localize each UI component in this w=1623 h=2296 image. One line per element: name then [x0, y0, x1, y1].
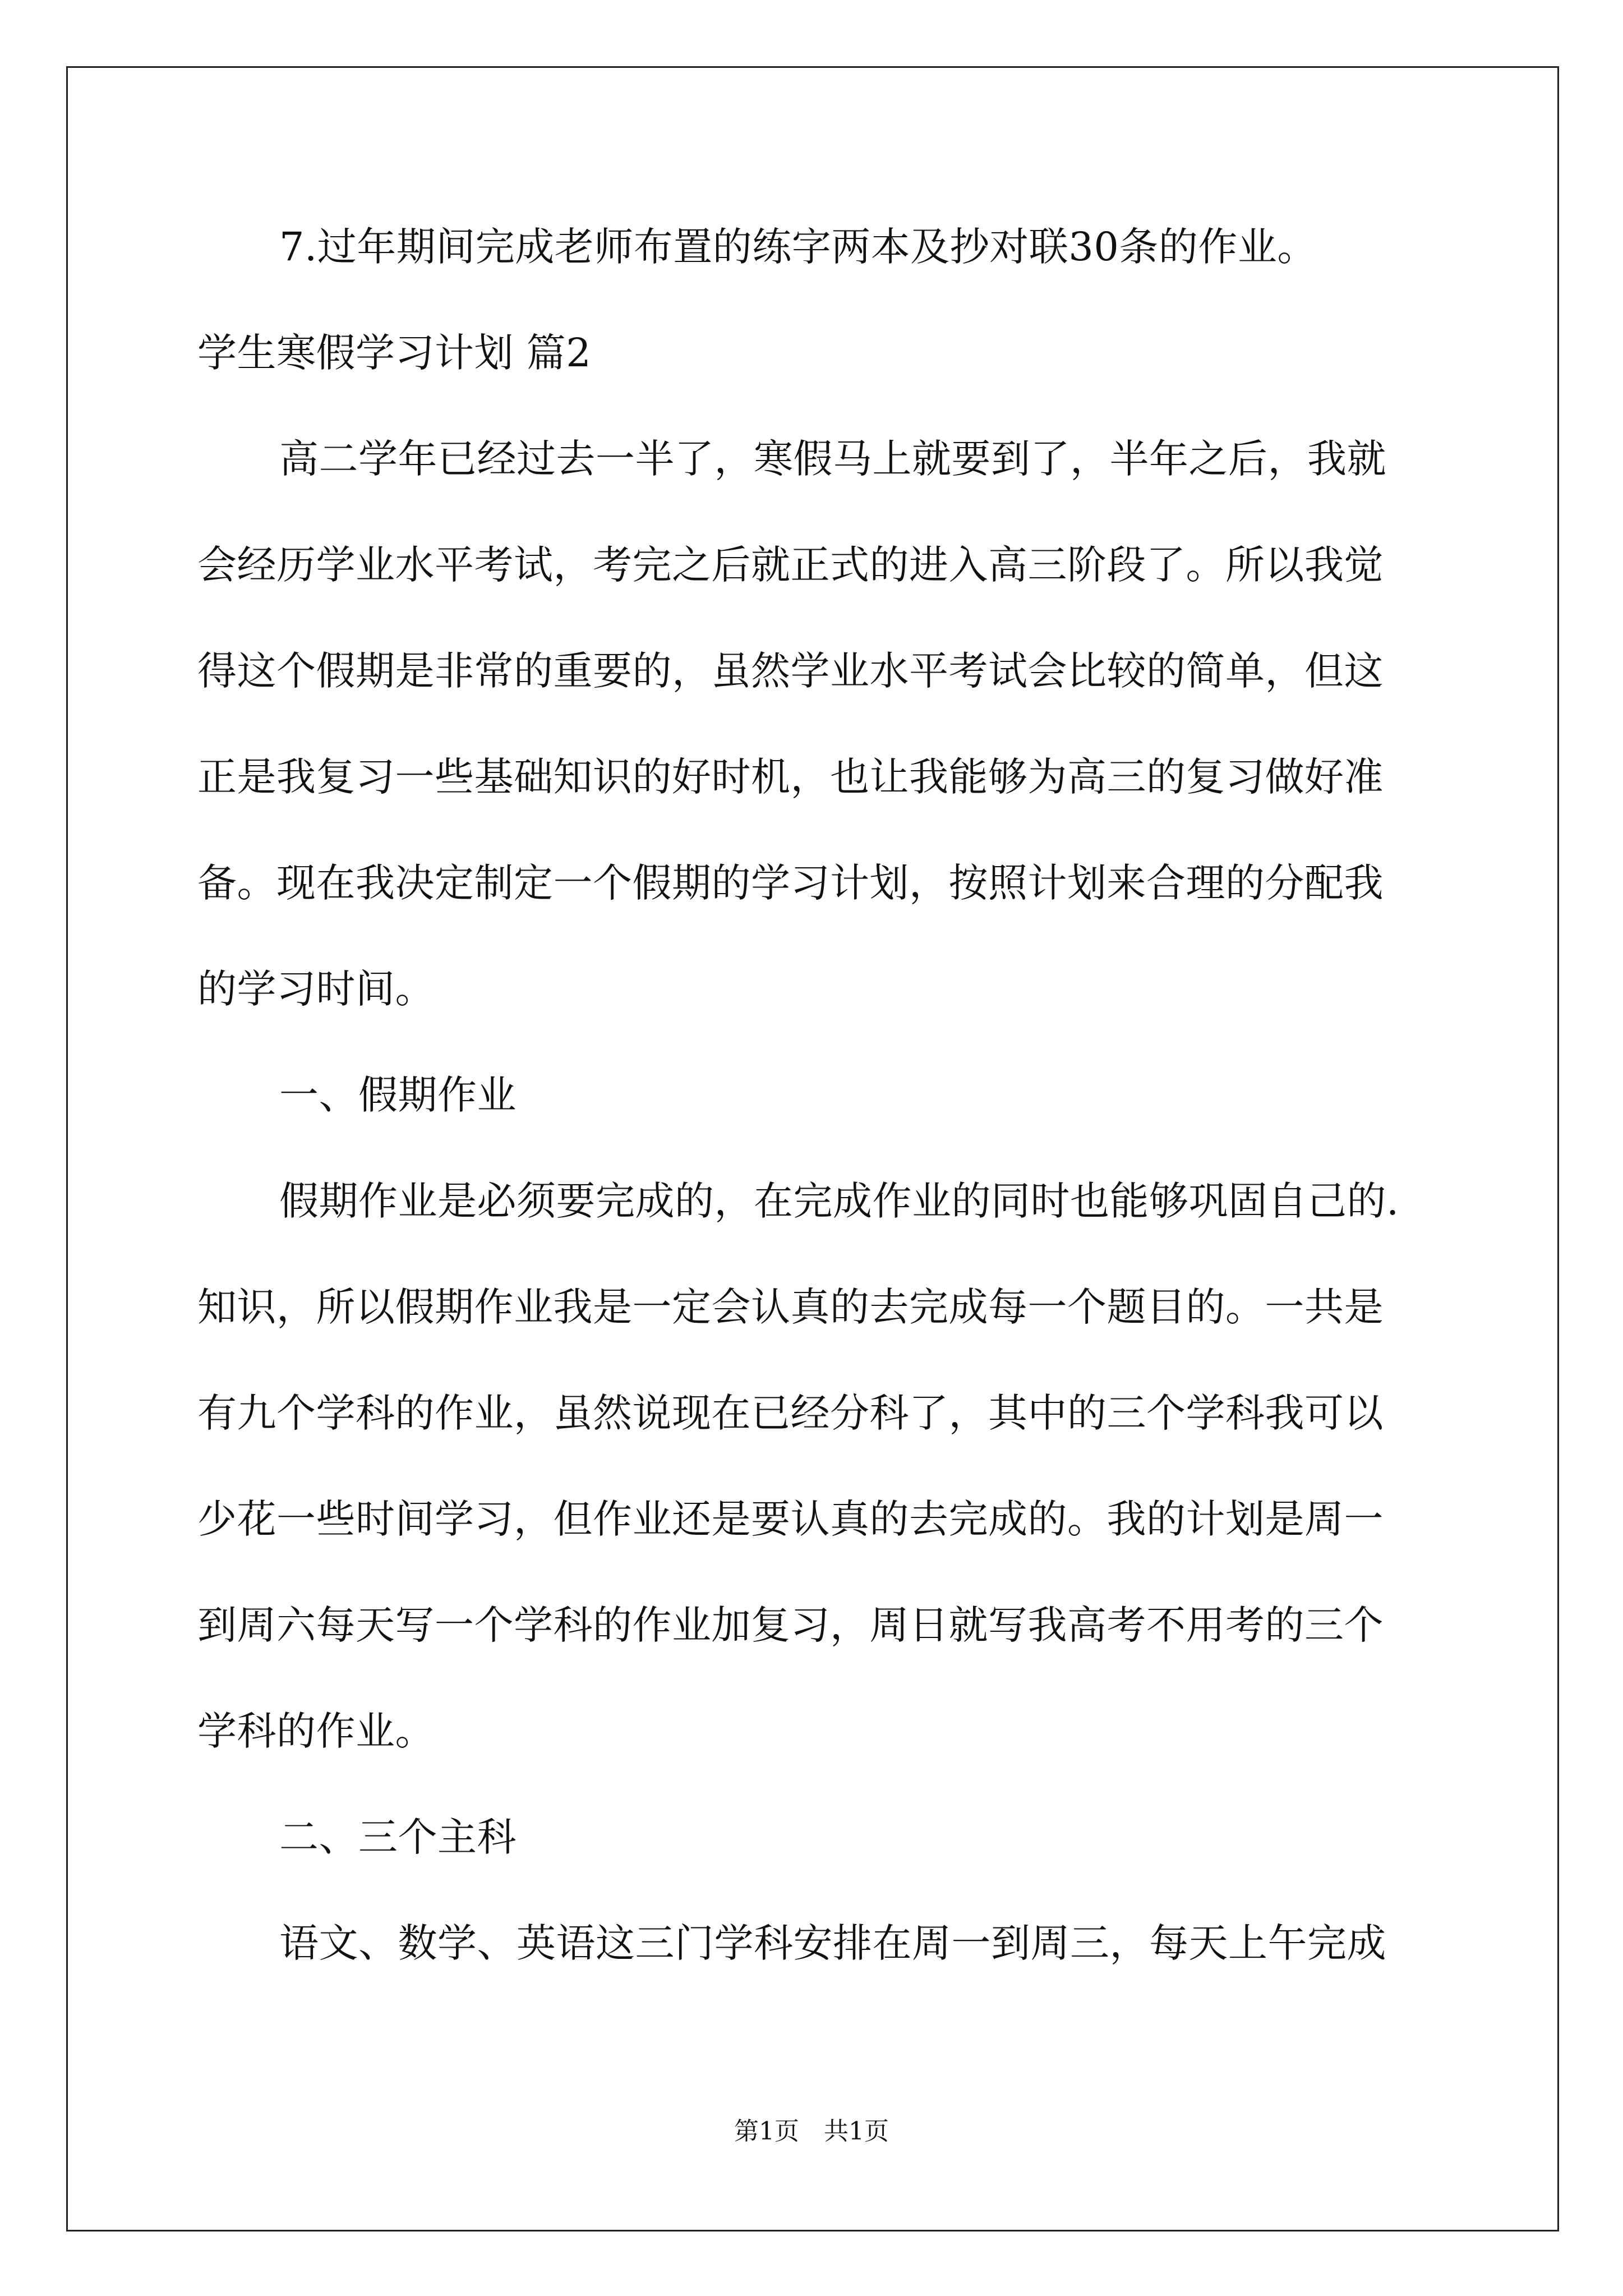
text-line: 7.过年期间完成老师布置的练字两本及抄对联30条的作业。 — [279, 224, 1317, 270]
text-line: 少花一些时间学习，但作业还是要认真的去完成的。我的计划是周一 — [197, 1496, 1384, 1542]
text-line: 会经历学业水平考试，考完之后就正式的进入高三阶段了。所以我觉 — [197, 542, 1384, 588]
section-heading: 学生寒假学习计划 篇2 — [197, 330, 592, 376]
text-line: 的学习时间。 — [197, 966, 435, 1012]
subheading: 二、三个主科 — [279, 1814, 517, 1860]
text-line: 正是我复习一些基础知识的好时机，也让我能够为高三的复习做好准 — [197, 754, 1384, 800]
page-footer: 第1页 共1页 — [734, 2117, 889, 2146]
text-line: 高二学年已经过去一半了，寒假马上就要到了，半年之后，我就 — [279, 436, 1386, 482]
page-border — [66, 66, 1559, 2231]
text-line: 假期作业是必须要完成的，在完成作业的同时也能够巩固自己的. — [279, 1178, 1399, 1224]
text-line: 到周六每天写一个学科的作业加复习，周日就写我高考不用考的三个 — [197, 1602, 1384, 1648]
text-line: 知识，所以假期作业我是一定会认真的去完成每一个题目的。一共是 — [197, 1284, 1384, 1330]
text-line: 学科的作业。 — [197, 1708, 435, 1754]
text-line: 备。现在我决定制定一个假期的学习计划，按照计划来合理的分配我 — [197, 860, 1384, 906]
text-line: 有九个学科的作业，虽然说现在已经分科了，其中的三个学科我可以 — [197, 1390, 1384, 1436]
text-line: 语文、数学、英语这三门学科安排在周一到周三，每天上午完成 — [279, 1920, 1386, 1966]
text-line: 得这个假期是非常的重要的，虽然学业水平考试会比较的简单，但这 — [197, 648, 1384, 694]
subheading: 一、假期作业 — [279, 1072, 517, 1118]
